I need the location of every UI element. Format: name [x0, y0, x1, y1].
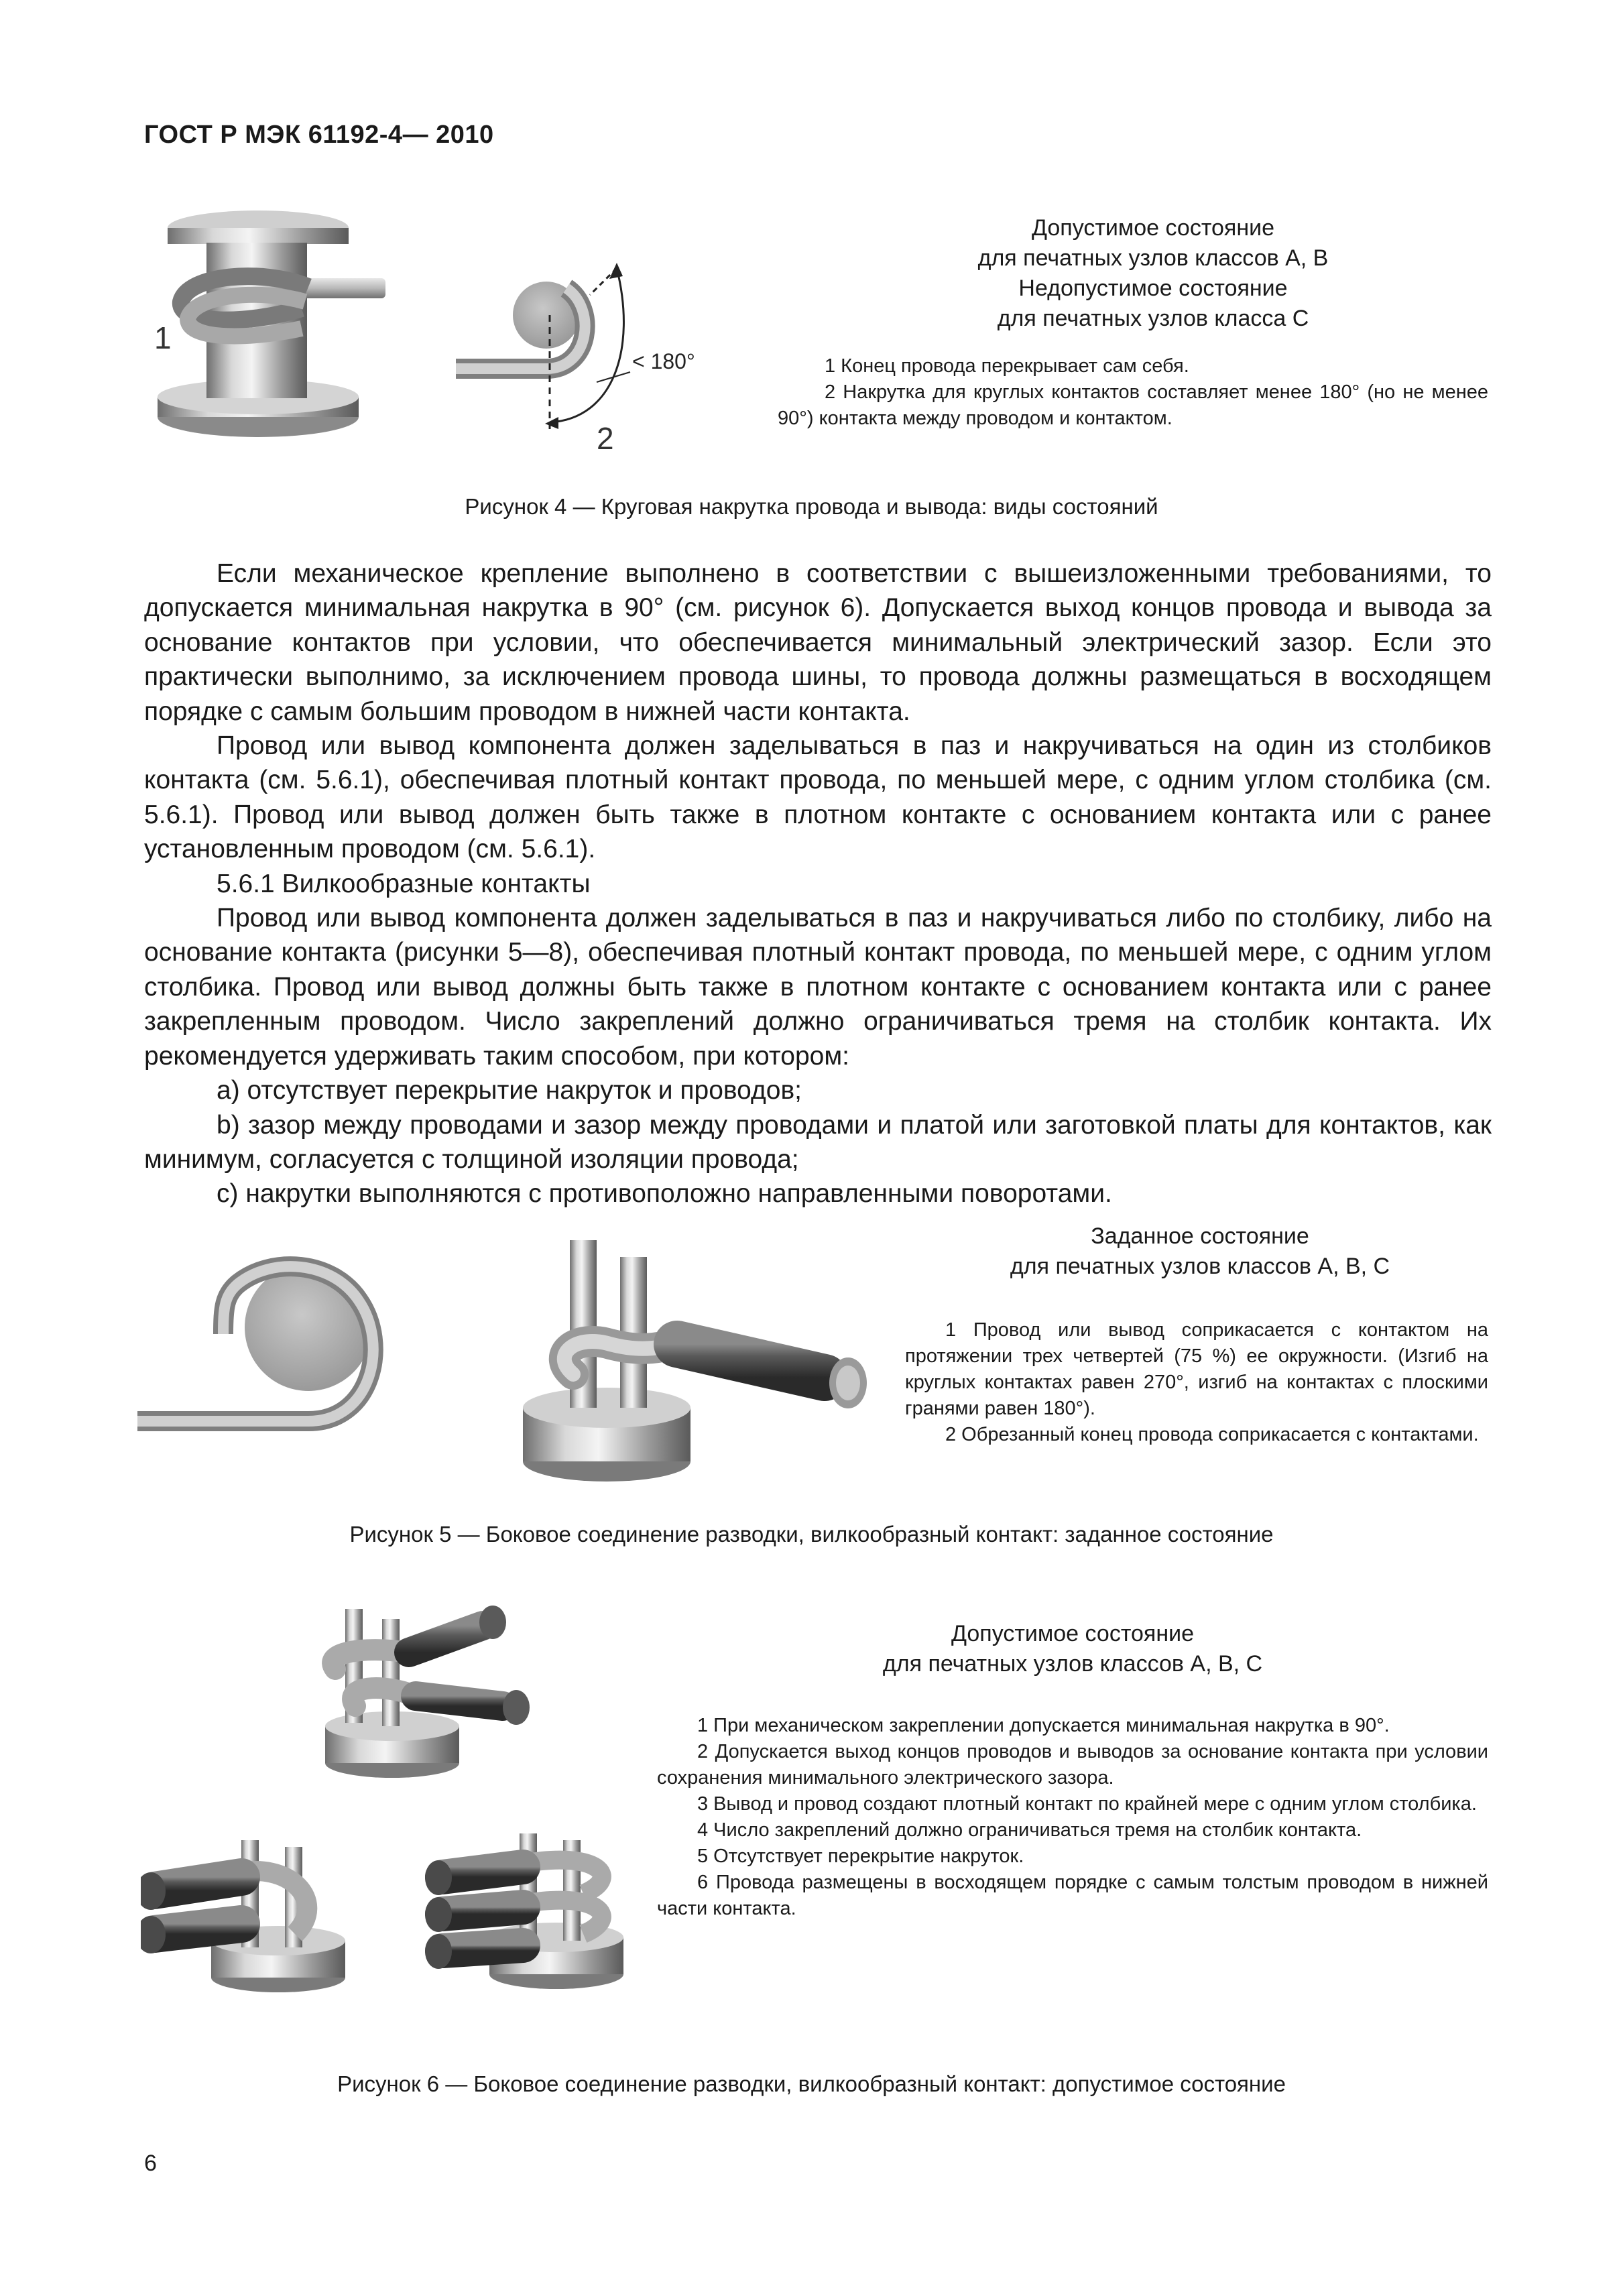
figure5-notes [905, 1317, 1488, 1448]
body-paragraph-2: Провод или вывод компонента должен заделываться в паз и накручиваться на один из столбиков контакта (см. 5.6.1), обеспечивая плотный контакт провода, по меньшей мере, с одним углом столбика (см. 5.6.1). Провод или вывод должен быть также в плотном контакте с основанием контакта или с ранее установленным проводом (см. 5.6.1). [144, 731, 1492, 864]
figure5-title-line-1: Заданное состояние [1091, 1223, 1309, 1249]
figure6-title [838, 1619, 1307, 1679]
figure4-angle-label: < 180° [632, 349, 695, 373]
figure6-note-6: 6 Провода размещены в восходящем порядке с самым толстым проводом в нижней части контакта. [657, 1872, 1488, 1919]
figure6-notes [657, 1713, 1488, 1922]
figure6-title-line-1: Допустимое состояние [951, 1621, 1195, 1646]
page-number: 6 [144, 2151, 157, 2176]
section-heading-5-6-1: 5.6.1 Вилкообразные контакты [217, 869, 591, 898]
figure4-title-line-2: для печатных узлов классов A, B [977, 245, 1329, 271]
figure6-note-5: 5 Отсутствует перекрытие накруток. [697, 1846, 1024, 1867]
figure4-title-line-3: Недопустимое состояние [1018, 276, 1288, 301]
figure6-title-line-2: для печатных узлов классов A, B, C [882, 1651, 1263, 1677]
figure4-title-line-4: для печатных узлов класса C [997, 306, 1309, 331]
figure4-title [918, 213, 1388, 334]
figure5-title [965, 1221, 1435, 1282]
figure6-top-contact-drawing [315, 1606, 610, 1780]
figure4-note-1: 1 Конец провода перекрывает сам себя. [825, 355, 1189, 377]
figure5-caption: Рисунок 5 — Боковое соединение разводки, вилкообразный контакт: заданное состояние [349, 1522, 1274, 1547]
figure4-wrap-drawing [446, 248, 741, 463]
figure6-note-3: 3 Вывод и провод создают плотный контакт по крайней мере с одним углом столбика. [697, 1793, 1477, 1815]
figure6-caption: Рисунок 6 — Боковое соединение разводки, вилкообразный контакт: допустимое состояние [337, 2071, 1286, 2096]
figure6-bottom-right-contact-drawing [422, 1830, 644, 1991]
figure4-title-line-1: Допустимое состояние [1031, 215, 1275, 241]
figure6-note-1: 1 При механическом закреплении допускается минимальная накрутка в 90°. [697, 1715, 1390, 1736]
figure4-notes [778, 353, 1488, 432]
list-item-a: a) отсутствует перекрытие накруток и проводов; [217, 1076, 802, 1105]
document-header: ГОСТ Р МЭК 61192-4— 2010 [144, 121, 494, 149]
figure6-note-2: 2 Допускается выход концов проводов и выводов за основание контакта при условии сохранения минимального электрического зазора. [657, 1741, 1488, 1789]
figure5-note-2: 2 Обрезанный конец провода соприкасается с контактами. [945, 1424, 1479, 1445]
figure5-wrap-drawing [137, 1233, 406, 1435]
figure4-label-1: 1 [154, 320, 172, 355]
figure5-fork-contact-drawing [509, 1220, 885, 1488]
figure4-label-2: 2 [597, 421, 614, 456]
figure6-bottom-left-contact-drawing [141, 1833, 355, 1994]
list-item-b: b) зазор между проводами и зазор между проводами и платой или заготовкой платы для контактов, как минимум, согласуется с толщиной изоляции провода; [144, 1110, 1492, 1174]
figure5-title-line-2: для печатных узлов классов A, B, C [1010, 1254, 1390, 1279]
list-item-c: c) накрутки выполняются с противоположно направленными поворотами. [217, 1179, 1112, 1209]
figure6-note-4: 4 Число закреплений должно ограничиваться тремя на столбик контакта. [697, 1819, 1362, 1841]
body-paragraph-3: Провод или вывод компонента должен заделываться в паз и накручиваться либо по столбику, либо на основание контакта (рисунки 5—8), обеспечивая плотный контакт провода, по меньшей мере, с одним углом столбика. Провод или вывод должны быть также в плотном контакте с основанием контакта или с ранее закрепленным проводом. Число закреплений должно ограничиваться тремя на столбик контакта. Их рекомендуется удерживать таким способом, при котором: [144, 904, 1492, 1071]
figure4-post-drawing [141, 201, 409, 456]
body-text [144, 556, 1492, 1211]
figure4-caption: Рисунок 4 — Круговая накрутка провода и вывода: виды состояний [465, 494, 1158, 519]
body-paragraph-1: Если механическое крепление выполнено в соответствии с вышеизложенными требованиями, то допускается минимальная накрутка в 90° (см. рисунок 6). Допускается выход концов провода и вывода за основание контактов при условии, что обеспечивается минимальный электрический зазор. Если это практически выполнимо, за исключением провода шины, то провода должны размещаться в восходящем порядке с самым большим проводом в нижней части контакта. [144, 559, 1492, 726]
figure4-note-2: 2 Накрутка для круглых контактов составляет менее 180° (но не менее 90°) контакта между проводом и контактом. [778, 381, 1488, 429]
figure5-note-1: 1 Провод или вывод соприкасается с контактом на протяжении трех четвертей (75 %) ее окружности. (Изгиб на круглых контактах равен 270°, изгиб на контактах с плоскими гранями равен 180°). [905, 1319, 1488, 1419]
